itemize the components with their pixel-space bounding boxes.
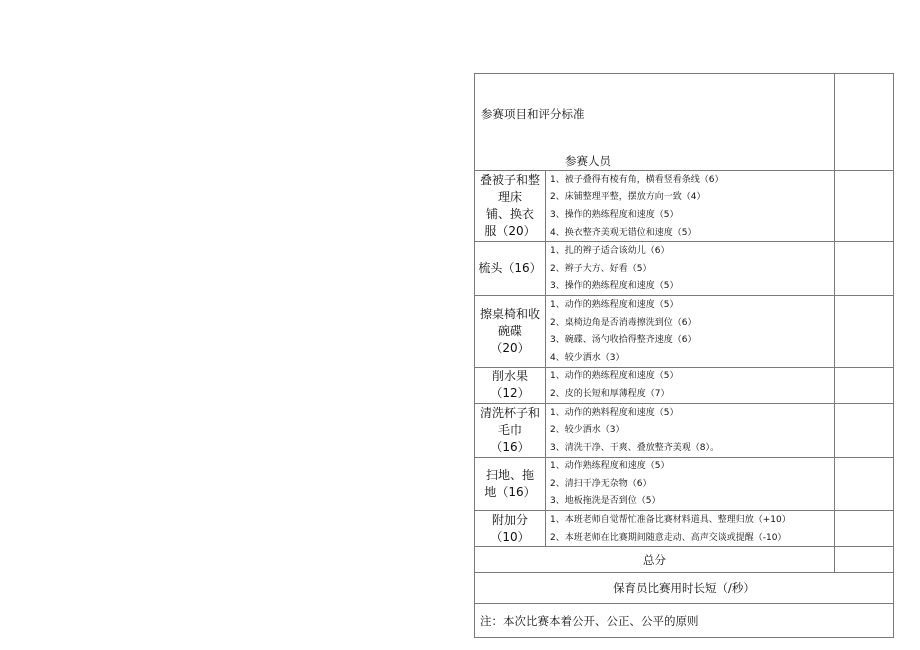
section-row (475, 511, 894, 547)
total-label: 总分 (475, 547, 835, 573)
category-line: 削水果 (491, 369, 528, 384)
category-line: 擦桌椅和收 (479, 306, 540, 321)
category-line: 服（20） (484, 224, 536, 239)
criteria-cell (546, 457, 835, 511)
time-row (475, 573, 894, 604)
score-cell (835, 403, 894, 457)
category-line: 地（16） (484, 484, 536, 499)
criterion-item: 1、动作的熟练程度和速度（5） (550, 371, 679, 382)
criterion-item: 3、操作的熟练程度和速度（5） (550, 209, 679, 220)
criterion-item: 2、床铺整理平整，摆放方向一致（4） (550, 192, 706, 203)
criteria-cell (546, 403, 835, 457)
criterion-item: 3、碗碟、汤勺收拾得整齐速度（6） (550, 335, 697, 346)
category-line: 梳头（16） (478, 261, 542, 276)
criterion-item: 2、本班老师在比赛期间随意走动、高声交谈或提醒（-10） (550, 532, 787, 543)
total-row (475, 547, 894, 573)
criteria-cell (546, 367, 835, 403)
criteria-cell (546, 171, 835, 242)
category-line: 碗碟 (497, 323, 522, 338)
criterion-item: 3、清洗干净、干爽、叠放整齐美观（8）。 (550, 442, 719, 453)
note-text: 注：本次比赛本着公开、公正、公平的原则 (475, 604, 894, 638)
criterion-item: 3、操作的熟练程度和速度（5） (550, 281, 679, 292)
category-line: 毛巾 (497, 422, 522, 437)
category-cell (475, 296, 546, 367)
time-label: 保育员比赛用时长短（/秒） (475, 573, 894, 604)
criterion-item: 2、较少洒水（3） (550, 425, 625, 436)
scoring-table (474, 73, 894, 638)
criteria-cell (546, 242, 835, 296)
category-line: 铺、换衣 (485, 207, 534, 222)
category-cell (475, 403, 546, 457)
category-line: （20） (490, 340, 530, 355)
criterion-item: 2、辫子大方、好看（5） (550, 263, 652, 274)
criterion-item: 4、较少洒水（3） (550, 352, 625, 363)
table-title: 参赛项目和评分标准 (481, 107, 585, 121)
participants-label: 参赛人员 (565, 154, 611, 168)
category-line: （16） (490, 439, 530, 454)
criterion-item: 1、扎的辫子适合该幼儿（6） (550, 246, 670, 257)
category-line: 叠被子和整 (479, 173, 540, 188)
criterion-item: 1、动作的熟练程度和速度（5） (550, 299, 679, 310)
score-cell (835, 242, 894, 296)
criterion-item: 4、换衣整齐美观无错位和速度（5） (550, 227, 697, 238)
header-row (475, 74, 894, 171)
category-line: 附加分 (491, 512, 528, 527)
category-cell (475, 242, 546, 296)
section-row (475, 367, 894, 403)
section-row (475, 171, 894, 242)
section-row (475, 242, 894, 296)
criterion-item: 1、本班老师自觉帮忙准备比赛材料道具、整理归放（+10） (550, 515, 791, 526)
sections-body (475, 171, 894, 547)
criterion-item: 2、桌椅边角是否消毒擦洗到位（6） (550, 317, 697, 328)
category-cell (475, 457, 546, 511)
header-score-cell (835, 74, 894, 171)
category-cell (475, 171, 546, 242)
criterion-item: 2、清扫干净无杂物（6） (550, 478, 652, 489)
category-line: （12） (490, 386, 530, 401)
category-line: 理床 (497, 190, 522, 205)
criterion-item: 2、皮的长短和厚薄程度（7） (550, 388, 670, 399)
score-cell (835, 296, 894, 367)
criteria-cell (546, 296, 835, 367)
header-cell (475, 74, 835, 171)
criterion-item: 3、地板拖洗是否到位（5） (550, 496, 661, 507)
criteria-cell (546, 511, 835, 547)
score-cell (835, 367, 894, 403)
category-line: 清洗杯子和 (479, 405, 540, 420)
category-cell (475, 367, 546, 403)
section-row (475, 296, 894, 367)
score-cell (835, 457, 894, 511)
score-cell (835, 511, 894, 547)
criterion-item: 1、被子叠得有棱有角，横看竖看条线（6） (550, 174, 724, 185)
category-line: （10） (490, 529, 530, 544)
category-line: 扫地、拖 (485, 467, 534, 482)
section-row (475, 403, 894, 457)
criterion-item: 1、动作的熟料程度和速度（5） (550, 407, 679, 418)
criterion-item: 1、动作熟练程度和速度（5） (550, 461, 670, 472)
category-cell (475, 511, 546, 547)
note-row (475, 604, 894, 638)
score-cell (835, 171, 894, 242)
section-row (475, 457, 894, 511)
total-score-cell (835, 547, 894, 573)
